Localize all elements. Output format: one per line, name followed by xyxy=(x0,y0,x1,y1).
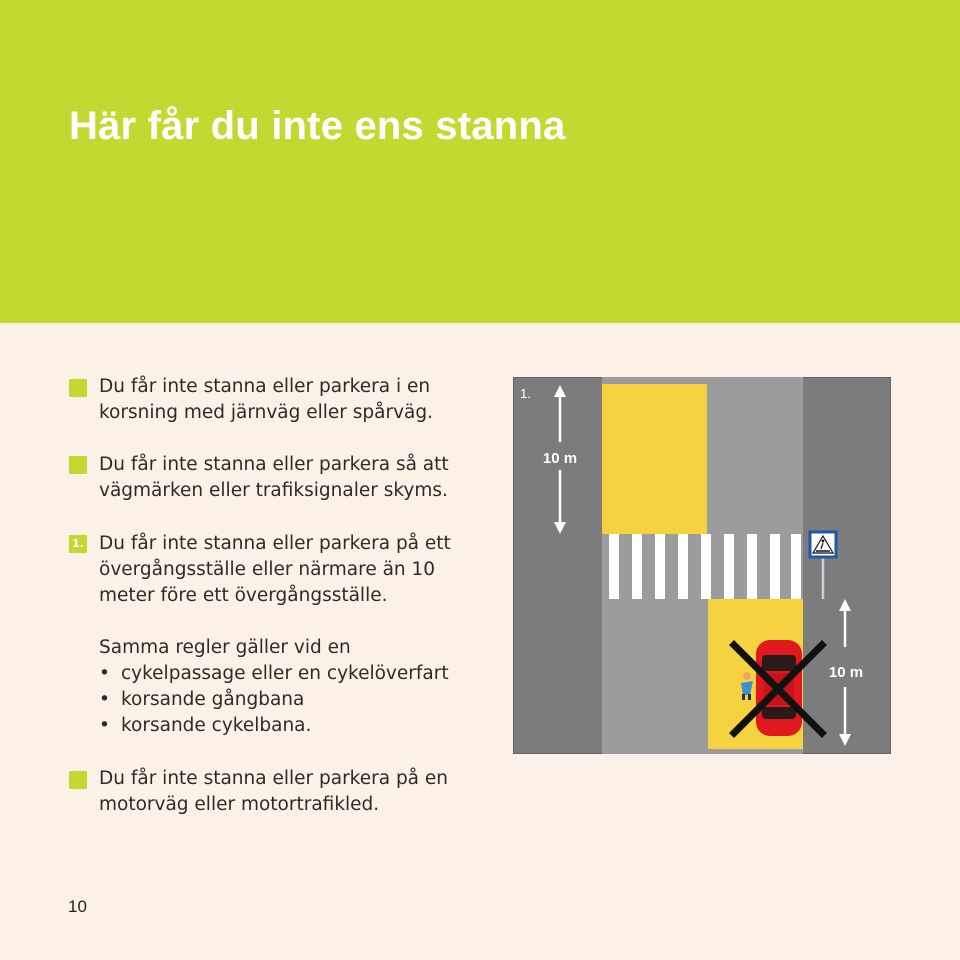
crosswalk-stripe xyxy=(655,534,665,599)
crosswalk-stripe xyxy=(609,534,619,599)
text-line: Du får inte stanna eller parkera i en xyxy=(99,376,431,397)
same-rules-block xyxy=(99,635,449,739)
crosswalk-stripe xyxy=(678,534,688,599)
crossing-diagram xyxy=(513,377,891,754)
crosswalk-stripes xyxy=(609,534,801,599)
rule-signs-blocked xyxy=(99,452,449,504)
rule-railway-crossing xyxy=(99,374,433,426)
page-title: Här får du inte ens stanna xyxy=(69,104,566,148)
green-square-marker xyxy=(69,771,87,789)
rule-pedestrian-crossing xyxy=(99,531,451,609)
crosswalk-stripe xyxy=(701,534,711,599)
list-item: • korsande gångbana xyxy=(99,687,449,713)
crosswalk-stripe xyxy=(632,534,642,599)
header-banner xyxy=(0,0,960,323)
figure-label: 1. xyxy=(520,386,531,401)
green-square-marker xyxy=(69,456,87,474)
text-line: Du får inte stanna eller parkera på en xyxy=(99,768,449,789)
list-item: • korsande cykelbana. xyxy=(99,713,449,739)
crosswalk-stripe xyxy=(747,534,757,599)
text-line: Du får inte stanna eller parkera på ett xyxy=(99,533,451,554)
distance-label-bottom: 10 m xyxy=(828,664,864,681)
text-line: meter före ett övergångsställe. xyxy=(99,585,388,606)
page-number: 10 xyxy=(68,897,87,916)
text-line: motorväg eller motortrafikled. xyxy=(99,794,380,815)
rule-motorway xyxy=(99,766,448,818)
crosswalk-stripe xyxy=(770,534,780,599)
text-line: vägmärken eller trafiksignaler skyms. xyxy=(99,480,448,501)
text-line: korsning med järnväg eller spårväg. xyxy=(99,402,434,423)
list-item: • cykelpassage eller en cykelöverfart xyxy=(99,661,449,687)
crosswalk-stripe xyxy=(724,534,734,599)
same-rules-intro: Samma regler gäller vid en xyxy=(99,637,351,658)
distance-label-top: 10 m xyxy=(542,450,578,467)
yellow-zone-top xyxy=(602,384,707,534)
crosswalk-stripe xyxy=(791,534,801,599)
text-line: Du får inte stanna eller parkera så att xyxy=(99,454,449,475)
text-line: övergångsställe eller närmare än 10 xyxy=(99,559,436,580)
green-square-marker xyxy=(69,379,87,397)
same-rules-list xyxy=(99,661,449,739)
figure-reference-marker: 1. xyxy=(69,535,87,553)
